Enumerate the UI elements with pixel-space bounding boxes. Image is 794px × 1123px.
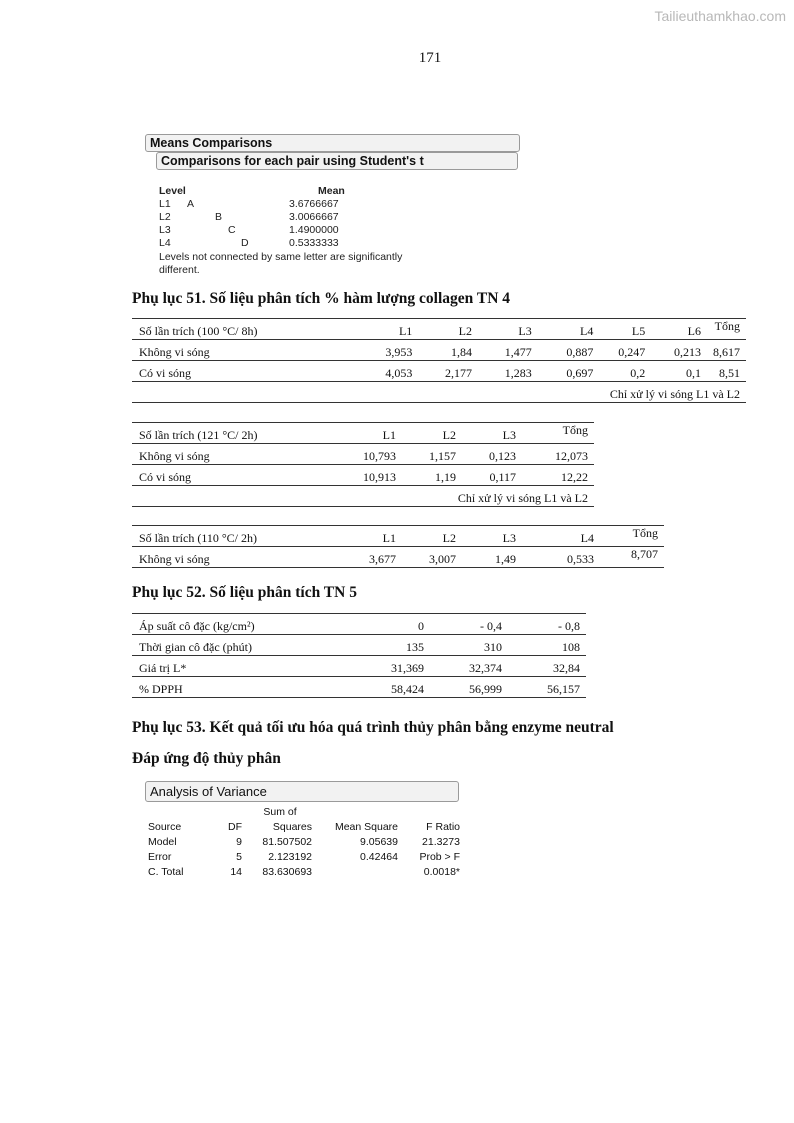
cell: 0,533: [522, 547, 600, 568]
row-label: Áp suất cô đặc (kg/cm²): [132, 614, 350, 635]
cell: 8,51: [707, 361, 746, 382]
source-cell: C. Total: [148, 866, 184, 878]
means-comparisons-table: [159, 185, 402, 277]
header-cell: L1: [349, 319, 419, 340]
anova-header-row: [145, 820, 463, 835]
header-cell: L2: [402, 526, 462, 547]
header-cell: Mean Square: [334, 821, 398, 833]
header-cell: L2: [418, 319, 478, 340]
table-row: [132, 547, 664, 568]
header-cell: DF: [228, 821, 242, 833]
cell: 4,053: [349, 361, 419, 382]
header-cell: Số lần trích (100 °C/ 8h): [132, 319, 349, 340]
source-cell: Error: [148, 851, 172, 863]
cell: 3,953: [349, 340, 419, 361]
appendix-53-subtitle: Đáp ứng độ thủy phân: [132, 750, 281, 767]
cell: 5: [236, 851, 242, 863]
letter-cell: B: [215, 211, 223, 223]
cell: Prob > F: [419, 851, 460, 863]
collagen-table-121c: [132, 422, 594, 507]
table-row: [132, 361, 746, 382]
table-note: Chỉ xử lý vi sóng L1 và L2: [132, 382, 746, 403]
cell: 2,177: [418, 361, 478, 382]
header-cell: Squares: [272, 821, 312, 833]
mean-header: Mean: [318, 185, 345, 197]
means-row: [159, 211, 402, 224]
table-note: Chỉ xử lý vi sóng L1 và L2: [132, 486, 594, 507]
letter-cell: C: [228, 224, 236, 236]
cell: 32,374: [430, 656, 508, 677]
appendix-53-title: Phụ lục 53. Kết quả tối ưu hóa quá trình thủy phân bằng enzyme neutral: [132, 719, 614, 736]
cell: 10,793: [332, 444, 402, 465]
row-label: Giá trị L*: [132, 656, 350, 677]
cell: 9: [236, 836, 242, 848]
cell: 8,707: [600, 547, 664, 568]
table-row: [132, 614, 586, 635]
table-header-row: [132, 423, 594, 444]
page-number: 171: [418, 50, 442, 66]
appendix-52-title: Phụ lục 52. Số liệu phân tích TN 5: [132, 584, 357, 601]
means-row: [159, 237, 402, 250]
cell: 1,477: [478, 340, 538, 361]
anova-table: [145, 805, 463, 880]
means-row: [159, 198, 402, 211]
cell: 58,424: [350, 677, 430, 698]
cell: 0.42464: [360, 851, 398, 863]
row-label: Thời gian cô đặc (phút): [132, 635, 350, 656]
header-cell: L3: [462, 526, 522, 547]
cell: 12,073: [522, 444, 594, 465]
header-cell: L2: [402, 423, 462, 444]
cell: 14: [230, 866, 242, 878]
cell: [315, 865, 401, 880]
cell: 2.123192: [268, 851, 312, 863]
cell: 9.05639: [360, 836, 398, 848]
table-row: [132, 677, 586, 698]
cell: 8,617: [707, 340, 746, 361]
cell: - 0,4: [430, 614, 508, 635]
row-label: Có vi sóng: [132, 465, 332, 486]
cell: 310: [430, 635, 508, 656]
means-note-line2: different.: [159, 264, 200, 276]
header-cell: Sum of: [263, 806, 297, 818]
table-row: [132, 340, 746, 361]
cell: 83.630693: [262, 866, 312, 878]
source-cell: Model: [148, 836, 177, 848]
cell: 56,999: [430, 677, 508, 698]
header-cell: Tổng: [522, 423, 594, 444]
means-comparisons-subtitle: Comparisons for each pair using Student's t: [156, 152, 518, 170]
row-label: Không vi sóng: [132, 444, 332, 465]
cell: 32,84: [508, 656, 586, 677]
cell: 0: [350, 614, 430, 635]
header-cell: L3: [462, 423, 522, 444]
tn5-table: [132, 613, 586, 698]
cell: 31,369: [350, 656, 430, 677]
row-label: % DPPH: [132, 677, 350, 698]
cell: 135: [350, 635, 430, 656]
cell: 1,157: [402, 444, 462, 465]
table-row: [132, 465, 594, 486]
letter-cell: A: [187, 198, 195, 210]
cell: 12,22: [522, 465, 594, 486]
table-header-row: [132, 319, 746, 340]
table-row: [132, 635, 586, 656]
cell: 3,007: [402, 547, 462, 568]
table-note-row: [132, 486, 594, 507]
row-label: Không vi sóng: [132, 547, 332, 568]
table-header-row: [132, 526, 664, 547]
means-comparisons-title: Means Comparisons: [145, 134, 520, 152]
cell: 56,157: [508, 677, 586, 698]
cell: 81.507502: [262, 836, 312, 848]
cell: 1,49: [462, 547, 522, 568]
header-cell: Tổng: [707, 319, 746, 340]
cell: 1,84: [418, 340, 478, 361]
cell: 0,1: [651, 361, 707, 382]
anova-row: [145, 835, 463, 850]
table-row: [132, 444, 594, 465]
level-header: Level: [159, 185, 186, 197]
header-cell: L4: [538, 319, 600, 340]
header-cell: Source: [148, 821, 182, 833]
cell: 108: [508, 635, 586, 656]
cell: 0,123: [462, 444, 522, 465]
cell: - 0,8: [508, 614, 586, 635]
cell: 10,913: [332, 465, 402, 486]
cell: 0,887: [538, 340, 600, 361]
row-label: Có vi sóng: [132, 361, 349, 382]
header-cell: Số lần trích (110 °C/ 2h): [132, 526, 332, 547]
header-cell: Số lần trích (121 °C/ 2h): [132, 423, 332, 444]
cell: 21.3273: [422, 836, 460, 848]
mean-cell: 3.0066667: [289, 211, 339, 223]
anova-header-top: [145, 805, 463, 820]
cell: 0,247: [599, 340, 651, 361]
table-note-row: [132, 382, 746, 403]
header-cell: F Ratio: [426, 821, 460, 833]
table-row: [132, 656, 586, 677]
mean-cell: 0.5333333: [289, 237, 339, 249]
anova-row: [145, 865, 463, 880]
cell: 0,213: [651, 340, 707, 361]
header-cell: L5: [599, 319, 651, 340]
header-cell: L3: [478, 319, 538, 340]
level-cell: L4: [159, 237, 171, 249]
mean-cell: 1.4900000: [289, 224, 339, 236]
level-cell: L2: [159, 211, 171, 223]
anova-title: Analysis of Variance: [145, 781, 459, 802]
collagen-table-100c: [132, 318, 746, 403]
means-note-line1: Levels not connected by same letter are significantly: [159, 251, 403, 263]
header-cell: L6: [651, 319, 707, 340]
cell: 1,19: [402, 465, 462, 486]
cell: 0,117: [462, 465, 522, 486]
means-row: [159, 224, 402, 237]
cell: 1,283: [478, 361, 538, 382]
cell: 0,2: [599, 361, 651, 382]
mean-cell: 3.6766667: [289, 198, 339, 210]
anova-row: [145, 850, 463, 865]
appendix-51-title: Phụ lục 51. Số liệu phân tích % hàm lượng collagen TN 4: [132, 290, 511, 307]
header-cell: L1: [332, 526, 402, 547]
cell: 0.0018*: [423, 866, 460, 878]
level-cell: L3: [159, 224, 171, 236]
header-cell: L4: [522, 526, 600, 547]
header-cell: Tổng: [600, 526, 664, 547]
letter-cell: D: [241, 237, 249, 249]
collagen-table-110c: [132, 525, 664, 568]
cell: 0,697: [538, 361, 600, 382]
level-cell: L1: [159, 198, 171, 210]
row-label: Không vi sóng: [132, 340, 349, 361]
watermark: Tailieuthamkhao.com: [654, 8, 786, 24]
cell: 3,677: [332, 547, 402, 568]
header-cell: L1: [332, 423, 402, 444]
